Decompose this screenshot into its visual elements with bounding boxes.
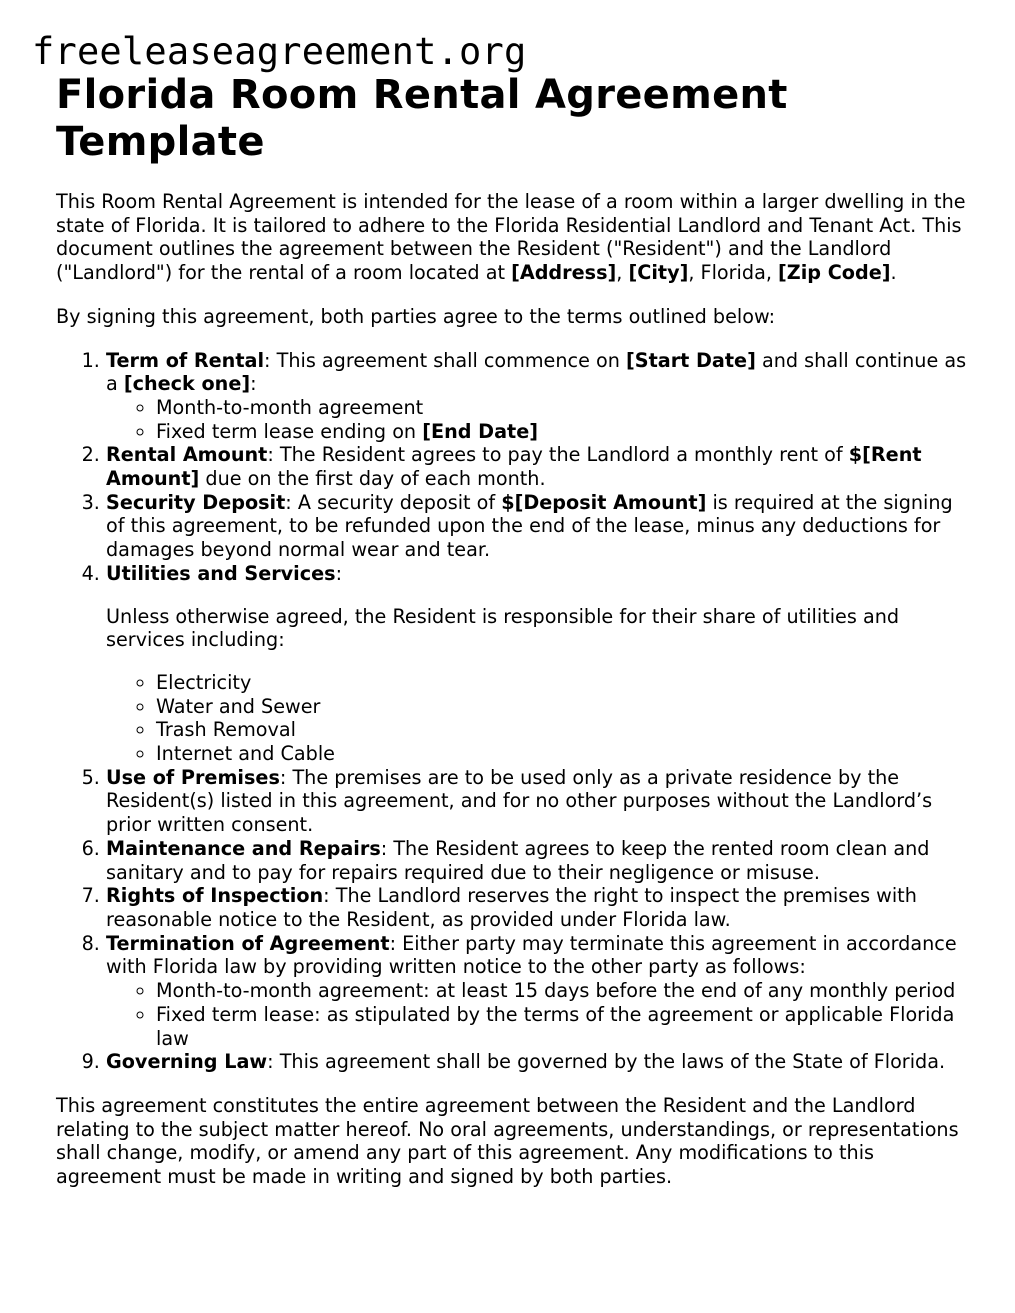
page-title: Florida Room Rental Agreement Template xyxy=(56,72,788,165)
term-heading: Utilities and Services xyxy=(106,561,336,585)
option-fixed-term xyxy=(156,420,971,444)
address-placeholder: [Address] xyxy=(511,261,617,285)
option-month-to-month: ◦ Month-to-month agreement xyxy=(156,396,971,420)
term-text: : The premises are to be used only as a private residence by the Resident(s) listed in this agreement, and for no other purposes without the Landlord’s prior written consent. xyxy=(106,765,933,837)
utility-item: ◦ Water and Sewer xyxy=(156,695,971,719)
term-utilities xyxy=(106,562,971,766)
term-heading: Termination of Agreement xyxy=(106,931,390,955)
term-heading: Governing Law xyxy=(106,1050,268,1074)
closing-paragraph: This agreement constitutes the entire agreement between the Resident and the Landlord relating to the subject matter hereof. No oral agreements, understandings, or representations shall change, modify, or amend any part of this agreement. Any modifications to this agreement must be made in writing and signed by both parties. xyxy=(56,1093,959,1189)
utilities-paragraph: Unless otherwise agreed, the Resident is responsible for their share of utilities and services including: xyxy=(106,604,900,652)
term-heading: Term of Rental xyxy=(106,348,265,372)
utility-item: ◦ Internet and Cable xyxy=(156,742,971,766)
check-one-placeholder: [check one] xyxy=(123,372,251,396)
term-text: : This agreement shall be governed by the laws of the State of Florida. xyxy=(267,1050,946,1074)
term-text: : xyxy=(335,561,343,585)
term-text: : The Resident agrees to pay the Landlord a monthly rent of xyxy=(267,443,849,467)
term-heading: Security Deposit xyxy=(106,490,286,514)
term-rental-term xyxy=(106,349,971,444)
term-heading: Rights of Inspection xyxy=(106,884,324,908)
deposit-amount-placeholder: $[Deposit Amount] xyxy=(501,490,707,514)
term-governing-law xyxy=(106,1050,971,1074)
intro-state: , Florida, xyxy=(688,261,779,285)
termination-item: ◦ Month-to-month agreement: at least 15 days before the end of any monthly period xyxy=(156,979,971,1003)
term-heading: Maintenance and Repairs xyxy=(106,836,381,860)
intro-end: . xyxy=(890,261,897,285)
term-text: : This agreement shall commence on xyxy=(264,348,626,372)
term-rental-amount xyxy=(106,443,971,490)
intro-separator: , xyxy=(616,261,629,285)
utilities-list xyxy=(106,671,971,766)
terms-list xyxy=(56,349,971,1074)
term-text: due on the first day of each month. xyxy=(199,467,546,491)
term-text: : The Resident agrees to keep the rented room clean and sanitary and to pay for repairs required due to their negligence or misuse. xyxy=(106,836,930,884)
utility-item: ◦ Trash Removal xyxy=(156,718,971,742)
city-placeholder: [City] xyxy=(628,261,689,285)
term-text: : Either party may terminate this agreement in accordance with Florida law by providing written notice to the other party as follows: xyxy=(106,931,957,979)
termination-item: ◦ Fixed term lease: as stipulated by the terms of the agreement or applicable Florida law xyxy=(156,1003,971,1050)
term-heading: Rental Amount xyxy=(106,443,268,467)
term-text: : xyxy=(250,372,257,396)
termination-list xyxy=(106,979,971,1050)
term-termination xyxy=(106,932,971,1051)
term-heading: Use of Premises xyxy=(106,765,280,789)
rent-amount-placeholder: $[Rent Amount] xyxy=(106,443,922,491)
option-text: Fixed term lease ending on xyxy=(156,419,423,443)
agreement-intro-line: By signing this agreement, both parties agree to the terms outlined below: xyxy=(56,304,776,328)
document-body xyxy=(56,72,971,1189)
zip-placeholder: [Zip Code] xyxy=(778,261,891,285)
intro-text: This Room Rental Agreement is intended for the lease of a room within a larger dwelling in the state of Florida. It is tailored to adhere to the Florida Residential Landlord and Tenant Act. This document outlines the agreement between the Resident ("Resident") and the Landlord ("Landlord") for the rental of a room located at xyxy=(56,190,966,285)
term-security-deposit xyxy=(106,491,971,562)
term-inspection xyxy=(106,884,971,931)
utility-item: ◦ Electricity xyxy=(156,671,971,695)
intro-paragraph xyxy=(56,190,971,285)
term-text: and shall continue as a xyxy=(106,348,967,396)
term-text: : The Landlord reserves the right to inspect the premises with reasonable notice to the Resident, as provided under Florida law. xyxy=(106,884,917,931)
end-date-placeholder: [End Date] xyxy=(422,419,538,443)
rental-term-options xyxy=(106,396,971,443)
term-text: is required at the signing of this agreement, to be refunded upon the end of the lease, minus any deductions for damages beyond normal wear and tear. xyxy=(106,490,953,562)
start-date-placeholder: [Start Date] xyxy=(625,348,756,372)
term-text: : A security deposit of xyxy=(285,490,502,514)
term-use-of-premises xyxy=(106,766,971,837)
term-maintenance xyxy=(106,837,971,884)
site-watermark: freeleaseagreement.org xyxy=(32,30,527,73)
